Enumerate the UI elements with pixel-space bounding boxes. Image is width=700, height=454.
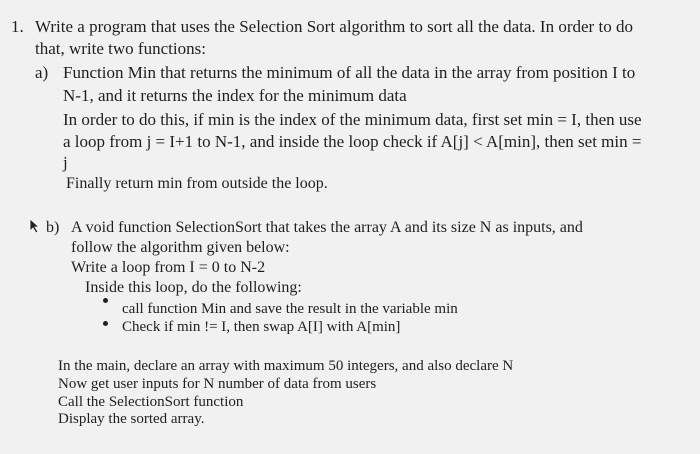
part-a-line-4: a loop from j = I+1 to N-1, and inside the loop check if A[j] < A[min], then set min = xyxy=(63,132,642,151)
part-b-bullet-1: call function Min and save the result in the variable min xyxy=(122,301,458,317)
part-b-line-1: A void function SelectionSort that takes the array A and its size N as inputs, and xyxy=(71,219,583,236)
part-b-line-4: Inside this loop, do the following: xyxy=(85,279,302,296)
part-a-line-6: Finally return min from outside the loop. xyxy=(66,175,328,192)
part-a-line-5: j xyxy=(63,153,68,172)
bullet-dot-2 xyxy=(103,321,108,326)
part-b-bullet-2: Check if min != I, then swap A[I] with A[min] xyxy=(122,319,401,335)
part-a-label: a) xyxy=(35,63,49,82)
intro-line-2: that, write two functions: xyxy=(35,39,206,58)
question-number: 1. xyxy=(11,17,24,36)
part-a-line-3: In order to do this, if min is the index of the minimum data, first set min = I, then use xyxy=(63,110,642,129)
main-line-1: In the main, declare an array with maximum 50 integers, and also declare N xyxy=(58,358,514,374)
mouse-pointer-icon xyxy=(28,218,42,234)
part-a-line-1: Function Min that returns the minimum of all the data in the array from position I to xyxy=(63,63,636,82)
intro-line-1: Write a program that uses the Selection Sort algorithm to sort all the data. In order to do xyxy=(35,17,633,36)
part-b-label: b) xyxy=(46,219,60,236)
part-b-line-2: follow the algorithm given below: xyxy=(71,239,290,256)
part-b-line-3: Write a loop from I = 0 to N-2 xyxy=(71,259,266,276)
part-a-line-2: N-1, and it returns the index for the minimum data xyxy=(63,86,407,105)
main-line-3: Call the SelectionSort function xyxy=(58,394,244,410)
main-line-2: Now get user inputs for N number of data from users xyxy=(58,376,377,392)
main-line-4: Display the sorted array. xyxy=(58,411,205,427)
bullet-dot-1 xyxy=(103,298,108,303)
